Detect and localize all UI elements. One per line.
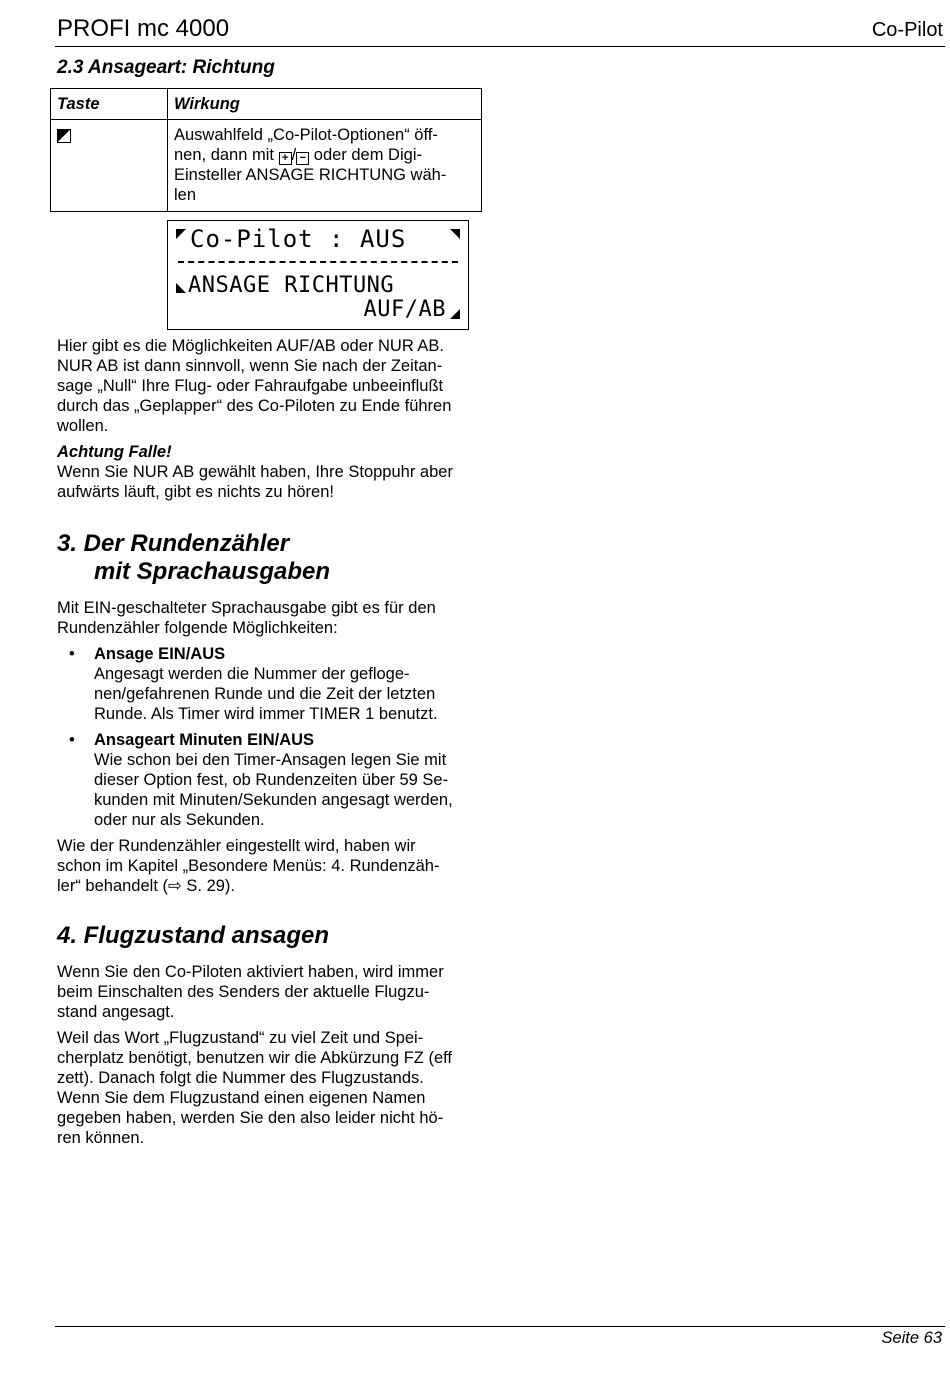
effect-cell xyxy=(168,120,482,212)
section-2-3-title: 2.3 Ansageart: Richtung xyxy=(57,57,275,78)
col-key-header: Taste xyxy=(51,89,168,120)
option-list xyxy=(57,644,482,830)
table-row xyxy=(51,120,482,212)
section-3-outro xyxy=(57,836,482,896)
section-4-para-1 xyxy=(57,962,482,1022)
text-line: Mit EIN-geschalteter Sprachausgabe gibt es für den xyxy=(57,599,436,617)
lcd-line-3: AUF/AB xyxy=(363,297,446,322)
list-item-title: Ansageart Minuten EIN/AUS xyxy=(94,731,315,749)
text-line: Wie schon bei den Timer-Ansagen legen Sie mit xyxy=(94,751,447,769)
effect-text-2: nen, dann mit xyxy=(174,146,274,164)
effect-text-5: len xyxy=(174,186,197,204)
direction-paragraph xyxy=(57,336,482,436)
text-line: Wenn Sie dem Flugzustand einen eigenen Namen xyxy=(57,1089,426,1107)
text-line: zett). Danach folgt die Nummer des Flugzustands. xyxy=(57,1069,424,1087)
text-line: nen/gefahrenen Runde und die Zeit der letzten xyxy=(94,685,436,703)
list-item xyxy=(57,644,482,724)
corner-tr-icon xyxy=(450,229,460,239)
chapter-title: Co-Pilot xyxy=(871,19,943,41)
corner-tl-icon xyxy=(176,229,186,239)
key-cell xyxy=(51,120,168,212)
section-3-title-line-2: mit Sprachausgaben xyxy=(94,558,331,585)
manual-title: PROFI mc 4000 xyxy=(57,15,230,42)
effect-text-4: Einsteller ANSAGE RICHTUNG wäh- xyxy=(174,166,447,184)
text-line: NUR AB ist dann sinnvoll, wenn Sie nach der Zeitan- xyxy=(57,357,443,375)
col-effect-header: Wirkung xyxy=(168,89,482,120)
text-line: dieser Option fest, ob Rundenzeiten über 59 Se- xyxy=(94,771,449,789)
key-table xyxy=(50,88,482,212)
main-column xyxy=(57,54,482,1148)
section-4-para-2 xyxy=(57,1028,482,1148)
bullet-icon: • xyxy=(69,731,75,749)
text-line: Weil das Wort „Flugzustand“ zu viel Zeit und Spei- xyxy=(57,1029,424,1047)
section-4-heading: 4. Flugzustand ansagen xyxy=(57,922,330,949)
footer-rule xyxy=(55,1326,945,1327)
text-line: stand angesagt. xyxy=(57,1003,175,1021)
text-line: ler“ behandelt (⇨ S. 29). xyxy=(57,877,235,895)
text-line: Rundenzähler folgende Möglichkeiten: xyxy=(57,619,338,637)
effect-slash: / xyxy=(291,146,297,164)
effect-text-3: oder dem Digi- xyxy=(313,146,422,164)
key-select-icon xyxy=(57,129,71,143)
text-line: schon im Kapitel „Besondere Menüs: 4. Rundenzäh- xyxy=(57,857,440,875)
text-line: gegeben haben, werden Sie den also leider nicht hö- xyxy=(57,1109,444,1127)
section-3-heading xyxy=(57,530,482,586)
list-item xyxy=(57,730,482,830)
list-item-title: Ansage EIN/AUS xyxy=(94,645,226,663)
text-line: oder nur als Sekunden. xyxy=(94,811,265,829)
corner-bl-icon xyxy=(176,283,186,293)
text-line: cherplatz benötigt, benutzen wir die Abkürzung FZ (eff xyxy=(57,1049,453,1067)
lcd-line-1: Co-Pilot : AUS xyxy=(190,225,407,253)
warning-paragraph xyxy=(57,462,482,502)
corner-br-icon xyxy=(450,309,460,319)
text-line: sage „Null“ Ihre Flug- oder Fahraufgabe unbeeinflußt xyxy=(57,377,444,395)
key-table-header xyxy=(51,89,482,120)
text-line: Wie der Rundenzähler eingestellt wird, haben wir xyxy=(57,837,416,855)
page-number: Seite 63 xyxy=(881,1329,942,1347)
text-line: ren können. xyxy=(57,1129,145,1147)
text-line: Wenn Sie NUR AB gewählt haben, Ihre Stoppuhr aber xyxy=(57,463,453,481)
section-3-title-line-1: 3. Der Rundenzähler xyxy=(57,530,290,557)
text-line: Angesagt werden die Nummer der gefloge- xyxy=(94,665,410,683)
warning-title: Achtung Falle! xyxy=(57,443,172,461)
text-line: kunden mit Minuten/Sekunden angesagt werden, xyxy=(94,791,453,809)
text-line: durch das „Geplapper“ des Co-Piloten zu Ende führen xyxy=(57,397,452,415)
effect-text-1: Auswahlfeld „Co-Pilot-Optionen“ öff- xyxy=(174,126,438,144)
minus-key-icon: − xyxy=(296,152,309,165)
section-3-intro xyxy=(57,598,482,638)
lcd-line-2: ANSAGE RICHTUNG xyxy=(188,273,395,298)
text-line: Wenn Sie den Co-Piloten aktiviert haben, wird immer xyxy=(57,963,444,981)
text-line: aufwärts läuft, gibt es nichts zu hören! xyxy=(57,483,334,501)
text-line: wollen. xyxy=(57,417,109,435)
text-line: beim Einschalten des Senders der aktuelle Flugzu- xyxy=(57,983,430,1001)
lcd-display xyxy=(167,220,469,330)
page-header xyxy=(55,14,945,47)
bullet-icon: • xyxy=(69,645,75,663)
text-line: Hier gibt es die Möglichkeiten AUF/AB oder NUR AB. xyxy=(57,337,445,355)
lcd-divider xyxy=(178,261,458,263)
plus-key-icon: + xyxy=(279,152,292,165)
text-line: Runde. Als Timer wird immer TIMER 1 benutzt. xyxy=(94,705,438,723)
